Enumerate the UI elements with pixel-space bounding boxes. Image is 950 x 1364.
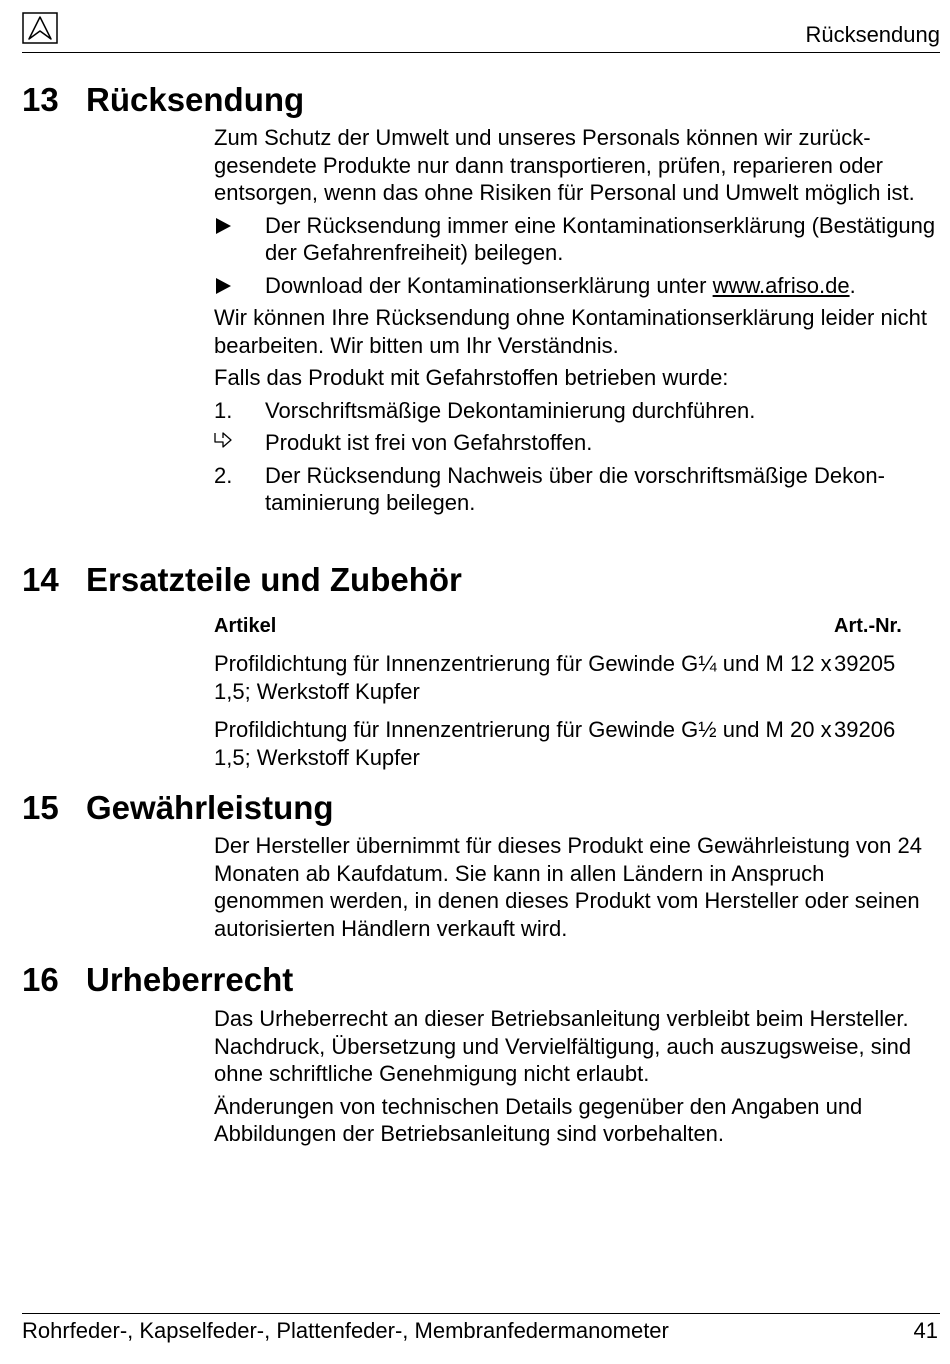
section-title: Ersatzteile und Zubehör — [86, 561, 462, 598]
returns-bullet — [214, 212, 938, 267]
table-header-row — [214, 612, 914, 650]
artnr-cell: 39205 — [834, 651, 896, 676]
page-number: 41 — [913, 1318, 938, 1343]
result-text: Produkt ist frei von Gefahrstoffen. — [265, 430, 593, 455]
copyright-text: Änderungen von technischen Details gegenüber den Angaben und Abbildungen der Betriebsanleitung sind vorbehalten. — [214, 1093, 863, 1146]
section-title: Rücksendung — [86, 81, 305, 118]
step-number: 1. — [214, 397, 233, 423]
returns-paragraph: Falls das Produkt mit Gefahrstoffen betrieben wurde: — [214, 365, 729, 390]
spare-parts-table — [214, 612, 914, 782]
copyright-text: Das Urheberrecht an dieser Betriebsanleitung verbleibt beim Hersteller. Nachdruck, Übersetzung und Vervielfältigung, auch auszugsweise, sind ohne schriftliche Genehmigung nicht erlaubt. — [214, 1006, 912, 1086]
returns-paragraph: Wir können Ihre Rücksendung ohne Kontaminationserklärung leider nicht bearbeiten. Wir bitten um Ihr Verständnis. — [214, 305, 927, 358]
step-text: Der Rücksendung Nachweis über die vorschriftsmäßige Dekontaminierung beilegen. — [265, 462, 885, 515]
section-number: 13 — [22, 81, 59, 118]
article-cell: Profildichtung für Innenzentrierung für Gewinde G¼ und M 12 x 1,5; Werkstoff Kupfer — [214, 651, 832, 704]
result-arrow-icon — [212, 431, 234, 460]
header-title: Rücksendung — [805, 22, 940, 47]
column-header-article: Artikel — [214, 615, 277, 637]
header-divider — [22, 52, 940, 53]
spare-parts-body — [214, 612, 938, 782]
table-row — [214, 716, 914, 782]
section-number: 15 — [22, 789, 59, 826]
footer-title: Rohrfeder-, Kapselfeder-, Plattenfeder-, Membranfedermanometer — [22, 1318, 669, 1343]
step-item — [214, 397, 938, 425]
step-number: 2. — [214, 462, 233, 488]
returns-body — [214, 124, 938, 522]
brand-logo-icon — [22, 12, 58, 44]
triangle-bullet-icon — [216, 218, 231, 234]
warranty-text: Der Hersteller übernimmt für dieses Produkt eine Gewährleistung von 24 Monaten ab Kaufdatum. Sie kann in allen Ländern in Anspruch genommen werden, in denen dieses Produkt vom Hersteller oder seinen autorisierten Händlern verkauft wird. — [214, 833, 922, 941]
section-title: Gewährleistung — [86, 789, 334, 826]
copyright-body — [214, 1005, 938, 1153]
returns-intro: Zum Schutz der Umwelt und unseres Personals können wir zurückgesendete Produkte nur dann transportieren, prüfen, reparieren oder entsorgen, wenn das ohne Risiken für Personal und Umwelt möglich ist. — [214, 125, 915, 205]
triangle-bullet-icon — [216, 278, 231, 294]
article-cell: Profildichtung für Innenzentrierung für Gewinde G½ und M 20 x 1,5; Werkstoff Kupfer — [214, 717, 832, 770]
warranty-body — [214, 832, 938, 947]
website-link[interactable]: www.afriso.de — [712, 272, 850, 298]
bullet-text: Download der Kontaminationserklärung unter — [265, 272, 713, 298]
section-title: Urheberrecht — [86, 961, 294, 998]
section-number: 16 — [22, 961, 59, 998]
returns-bullet — [214, 272, 938, 300]
column-header-artnr: Art.-Nr. — [834, 615, 902, 637]
step-text: Vorschriftsmäßige Dekontaminierung durchführen. — [265, 397, 756, 423]
table-row — [214, 650, 914, 716]
artnr-cell: 39206 — [834, 717, 896, 742]
step-item — [214, 462, 938, 517]
footer-divider — [22, 1313, 940, 1314]
result-item — [214, 429, 938, 457]
bullet-text: Der Rücksendung immer eine Kontaminationserklärung (Bestätigung der Gefahrenfreiheit) beilegen. — [265, 212, 936, 265]
section-number: 14 — [22, 561, 59, 598]
bullet-end: . — [849, 272, 856, 298]
